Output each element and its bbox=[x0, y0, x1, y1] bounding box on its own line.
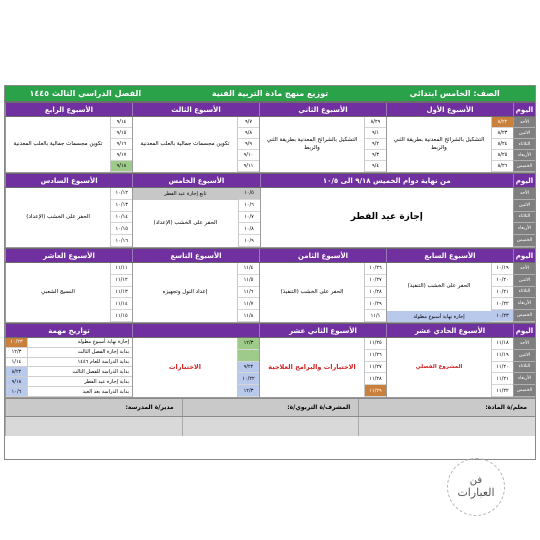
week7-dates bbox=[491, 263, 513, 322]
row4-body bbox=[5, 338, 535, 398]
date: ١٠/٢٢ bbox=[492, 298, 513, 310]
week2-content: التشكيل بالشرائح المعدنية بطريقة الثني والربط bbox=[266, 137, 358, 151]
day-label: الأحد bbox=[514, 188, 535, 200]
date: ٩/٨ bbox=[238, 128, 259, 139]
week3-header: الأسبوع الثالث bbox=[132, 103, 259, 116]
date: ١١/١٣ bbox=[111, 287, 132, 299]
day-label: الخميس bbox=[514, 235, 535, 247]
week8-cell bbox=[259, 263, 386, 322]
day-label: الثلاثاء bbox=[514, 362, 535, 374]
date: ٨/٢٣ bbox=[492, 128, 513, 139]
week12-header: الأسبوع الثاني عشر bbox=[259, 324, 386, 337]
signature-row bbox=[5, 398, 535, 416]
day-label: الأربعاء bbox=[514, 373, 535, 385]
week2-cell bbox=[259, 117, 386, 172]
important-date-row bbox=[6, 338, 132, 348]
date: ١٠/١٦ bbox=[111, 235, 132, 247]
row3-body bbox=[5, 263, 535, 323]
week5-body bbox=[133, 188, 237, 247]
important-dates-header: تواريخ مهمة bbox=[5, 324, 132, 337]
week1-content: التشكيل بالشرائح المعدنية بطريقة الثني والربط bbox=[393, 137, 485, 151]
week7-cell bbox=[386, 263, 513, 322]
week2-header: الأسبوع الثاني bbox=[259, 103, 386, 116]
eid-banner: من نهاية دوام الخميس ٩/١٨ الى ١٠/٥ bbox=[260, 174, 514, 187]
week8-header: الأسبوع الثامن bbox=[259, 249, 386, 262]
day-label: الاثنين bbox=[514, 350, 535, 362]
week6-header: الأسبوع السادس bbox=[5, 174, 132, 187]
date: ٩/٧ bbox=[238, 117, 259, 128]
date: ١٠/١٤ bbox=[111, 212, 132, 224]
exams-header bbox=[132, 324, 259, 337]
week8-dates bbox=[364, 263, 386, 322]
signature-blank bbox=[358, 417, 535, 436]
logo-ring bbox=[447, 458, 505, 516]
day-label: الأربعاء bbox=[514, 223, 535, 235]
date: ٩/١٦ bbox=[111, 139, 132, 150]
teacher-signature: معلم/ة المادة: bbox=[358, 399, 535, 416]
date: ١٠/٢٩ bbox=[365, 298, 386, 310]
day-label: الخميس bbox=[514, 385, 535, 397]
important-date-value: ٨/٢٢ bbox=[6, 367, 28, 376]
date: ١١/٢٠ bbox=[492, 362, 513, 374]
row3-header bbox=[5, 248, 535, 263]
week9-content: إعداد النول وتجهيزه bbox=[162, 288, 208, 295]
date: ١٠/١٩ bbox=[492, 263, 513, 275]
important-date-text: إجازة نهاية أسبوع مطولة bbox=[77, 339, 129, 346]
important-date-row bbox=[6, 358, 132, 368]
date: ١٠/٧ bbox=[239, 212, 260, 224]
term-label: الفصل الدراسي الثالث ١٤٤٥ bbox=[29, 89, 142, 98]
date: ٩/١٥ bbox=[111, 128, 132, 139]
week6-content: الحفر على الخشب (الإعداد) bbox=[26, 213, 90, 220]
week11-cell bbox=[386, 338, 513, 397]
date: ١٠/٢١ bbox=[492, 287, 513, 299]
week7-note: إجازة نهاية أسبوع مطولة bbox=[387, 311, 491, 322]
week11-content: المشروع الفصلي bbox=[415, 363, 463, 370]
date: ٩/١٠ bbox=[238, 150, 259, 161]
important-date-text: بداية الدراسة للعام ١٤٤٦ bbox=[77, 359, 129, 366]
week7-body bbox=[387, 263, 491, 322]
date: ١٠/٢٢ bbox=[238, 373, 259, 385]
day-header: اليوم bbox=[513, 249, 535, 262]
day-label: الاثنين bbox=[514, 128, 535, 139]
date: ١٠/١٢ bbox=[111, 188, 132, 200]
important-date-text: بداية إجازة عيد الفطر bbox=[84, 378, 129, 385]
logo-line2: العبارات bbox=[457, 486, 495, 499]
date: ١١/١٢ bbox=[111, 275, 132, 287]
date: ٨/٢٩ bbox=[365, 117, 386, 128]
week6-cell bbox=[5, 188, 132, 247]
date: ٨/٢٢ bbox=[492, 117, 513, 128]
week10-cell bbox=[5, 263, 132, 322]
eid-holiday: إجازة عيد الفطر bbox=[350, 212, 423, 223]
date bbox=[238, 350, 259, 362]
date: ١١/٢٢ bbox=[492, 385, 513, 397]
week10-content: النسيج الشعبي bbox=[41, 288, 75, 295]
supervisor-signature: المشرف/ة التربوي/ة: bbox=[182, 399, 359, 416]
date: ١١/٢٥ bbox=[365, 338, 386, 350]
date: ١١/١٨ bbox=[492, 338, 513, 350]
week8-content: الحفر على الخشب (التنفيذ) bbox=[280, 288, 344, 295]
date: ١٠/١٣ bbox=[111, 200, 132, 212]
date: ٩/٤ bbox=[365, 161, 386, 172]
row4-header bbox=[5, 323, 535, 338]
day-header: اليوم bbox=[513, 324, 535, 337]
week1-dates bbox=[491, 117, 513, 172]
day-label: الثلاثاء bbox=[514, 287, 535, 299]
important-date-value: ١٢/٣ bbox=[6, 348, 28, 357]
eid-holiday-cell bbox=[260, 188, 514, 247]
day-label: الأحد bbox=[514, 263, 535, 275]
week12-dates bbox=[364, 338, 386, 397]
row1-header bbox=[5, 102, 535, 117]
day-column bbox=[513, 117, 535, 172]
logo-line1: فن bbox=[469, 475, 483, 486]
week3-cell bbox=[132, 117, 259, 172]
date: ١٠/٥ bbox=[239, 188, 260, 200]
week9-header: الأسبوع التاسع bbox=[132, 249, 259, 262]
week9-cell bbox=[132, 263, 259, 322]
important-date-row bbox=[6, 387, 132, 397]
day-label: الأربعاء bbox=[514, 150, 535, 161]
date: ١٠/٢٦ bbox=[365, 263, 386, 275]
day-column bbox=[513, 338, 535, 397]
week2-dates bbox=[364, 117, 386, 172]
subject-title: توزيع منهج مادة التربية الفنية bbox=[211, 89, 329, 98]
date: ١٢/٣ bbox=[238, 385, 259, 397]
date: ٨/٢٦ bbox=[492, 161, 513, 172]
signature-blank bbox=[5, 417, 182, 436]
date: ١١/٢١ bbox=[492, 373, 513, 385]
date: ١١/١١ bbox=[111, 263, 132, 275]
date: ١٠/٩ bbox=[239, 235, 260, 247]
important-date-row bbox=[6, 377, 132, 387]
week11-dates bbox=[491, 338, 513, 397]
date: ١١/١ bbox=[365, 310, 386, 322]
day-label: الأحد bbox=[514, 117, 535, 128]
date: ٩/١ bbox=[365, 128, 386, 139]
day-label: الأربعاء bbox=[514, 298, 535, 310]
week12-content: الاختبارات والبرامج العلاجية bbox=[268, 363, 356, 372]
row2-body bbox=[5, 188, 535, 248]
date: ٩/١٤ bbox=[111, 117, 132, 128]
week11-header: الأسبوع الحادي عشر bbox=[386, 324, 513, 337]
date: ٩/٣ bbox=[365, 150, 386, 161]
date: ١١/٧ bbox=[238, 298, 259, 310]
week9-dates bbox=[237, 263, 259, 322]
date: ١٠/١٥ bbox=[111, 223, 132, 235]
week1-header: الأسبوع الأول bbox=[386, 103, 513, 116]
important-date-text: بداية إجازة الفصل الثالث bbox=[77, 349, 129, 356]
plan-sheet bbox=[4, 85, 536, 460]
week5-cell bbox=[132, 188, 259, 247]
week5-note: تابع إجازة عيد الفطر bbox=[133, 188, 237, 200]
important-dates-list bbox=[5, 338, 132, 397]
important-date-value: ١٠/٦ bbox=[6, 387, 28, 396]
signature-blank bbox=[182, 417, 359, 436]
date: ١٠/٢٧ bbox=[365, 275, 386, 287]
date: ١١/١٥ bbox=[111, 310, 132, 322]
date: ٩/٩ bbox=[238, 139, 259, 150]
date: ١١/٢٩ bbox=[365, 385, 386, 397]
principal-signature: مدير/ة المدرسة: bbox=[5, 399, 182, 416]
date: ١١/١٩ bbox=[492, 350, 513, 362]
important-date-row bbox=[6, 348, 132, 358]
date: ١٠/٢٨ bbox=[365, 287, 386, 299]
week10-dates bbox=[110, 263, 132, 322]
day-column bbox=[513, 188, 535, 247]
date: ١٠/٨ bbox=[239, 223, 260, 235]
day-label: الاثنين bbox=[514, 200, 535, 212]
exams-cell bbox=[132, 338, 259, 397]
date: ١١/٦ bbox=[238, 287, 259, 299]
day-column bbox=[513, 263, 535, 322]
day-header: اليوم bbox=[513, 174, 535, 187]
week3-dates bbox=[237, 117, 259, 172]
week12-cell bbox=[259, 338, 386, 397]
date: ١١/٤ bbox=[238, 263, 259, 275]
date: ٩/١٧ bbox=[111, 150, 132, 161]
title-bar bbox=[5, 86, 535, 102]
week7-header: الأسبوع السابع bbox=[386, 249, 513, 262]
date: ١٠/٦ bbox=[239, 200, 260, 212]
date: ١٠/٢٣ bbox=[492, 310, 513, 322]
signature-space bbox=[5, 416, 535, 436]
date: ١١/٢٦ bbox=[365, 350, 386, 362]
week10-header: الأسبوع العاشر bbox=[5, 249, 132, 262]
row2-header bbox=[5, 173, 535, 188]
week4-dates bbox=[110, 117, 132, 172]
grade-label: الصف: الخامس ابتدائي bbox=[409, 89, 500, 98]
date: ٩/٢ bbox=[365, 139, 386, 150]
exams-content: الاختبارات bbox=[169, 363, 202, 372]
week4-header: الأسبوع الرابع bbox=[5, 103, 132, 116]
date: ١١/٢٨ bbox=[365, 373, 386, 385]
week6-dates bbox=[110, 188, 132, 247]
day-label: الثلاثاء bbox=[514, 139, 535, 150]
brand-logo bbox=[446, 458, 506, 524]
date: ١١/١٤ bbox=[111, 298, 132, 310]
date: ١٠/٢٠ bbox=[492, 275, 513, 287]
week4-content: تكوين مجسمات جمالية بالعلب المعدنية bbox=[13, 140, 103, 147]
date: ٩/١٨ bbox=[111, 161, 132, 172]
day-label: الاثنين bbox=[514, 275, 535, 287]
day-label: الخميس bbox=[514, 161, 535, 172]
date: ٩/٢٢ bbox=[238, 362, 259, 374]
important-date-value: ٩/١٨ bbox=[6, 377, 28, 386]
week3-content: تكوين مجسمات جمالية بالعلب المعدنية bbox=[140, 140, 230, 147]
important-date-value: ١/١٤ bbox=[6, 358, 28, 367]
date: ١٢/٣ bbox=[238, 338, 259, 350]
date: ١١/٨ bbox=[238, 310, 259, 322]
important-date-value: ١٠/٢٣ bbox=[6, 338, 28, 347]
date: ٨/٢٥ bbox=[492, 150, 513, 161]
week4-cell bbox=[5, 117, 132, 172]
row1-body bbox=[5, 117, 535, 173]
week7-content: الحفر على الخشب (التنفيذ) bbox=[407, 283, 471, 290]
date: ١١/٥ bbox=[238, 275, 259, 287]
day-label: الأحد bbox=[514, 338, 535, 350]
day-label: الخميس bbox=[514, 310, 535, 322]
day-label: الثلاثاء bbox=[514, 212, 535, 224]
day-header: اليوم bbox=[513, 103, 535, 116]
important-date-text: بداية الدراسة للفصل الثالث bbox=[72, 368, 129, 375]
week1-cell bbox=[386, 117, 513, 172]
week5-content: الحفر على الخشب (الإعداد) bbox=[153, 219, 218, 226]
exams-dates bbox=[237, 338, 259, 397]
important-date-text: بداية الدراسة بعد العيد bbox=[82, 388, 129, 395]
date: ١١/٢٧ bbox=[365, 362, 386, 374]
date: ٩/١١ bbox=[238, 161, 259, 172]
week5-dates bbox=[238, 188, 260, 247]
week5-header: الأسبوع الخامس bbox=[132, 174, 259, 187]
important-date-row bbox=[6, 367, 132, 377]
date: ٨/٢٤ bbox=[492, 139, 513, 150]
